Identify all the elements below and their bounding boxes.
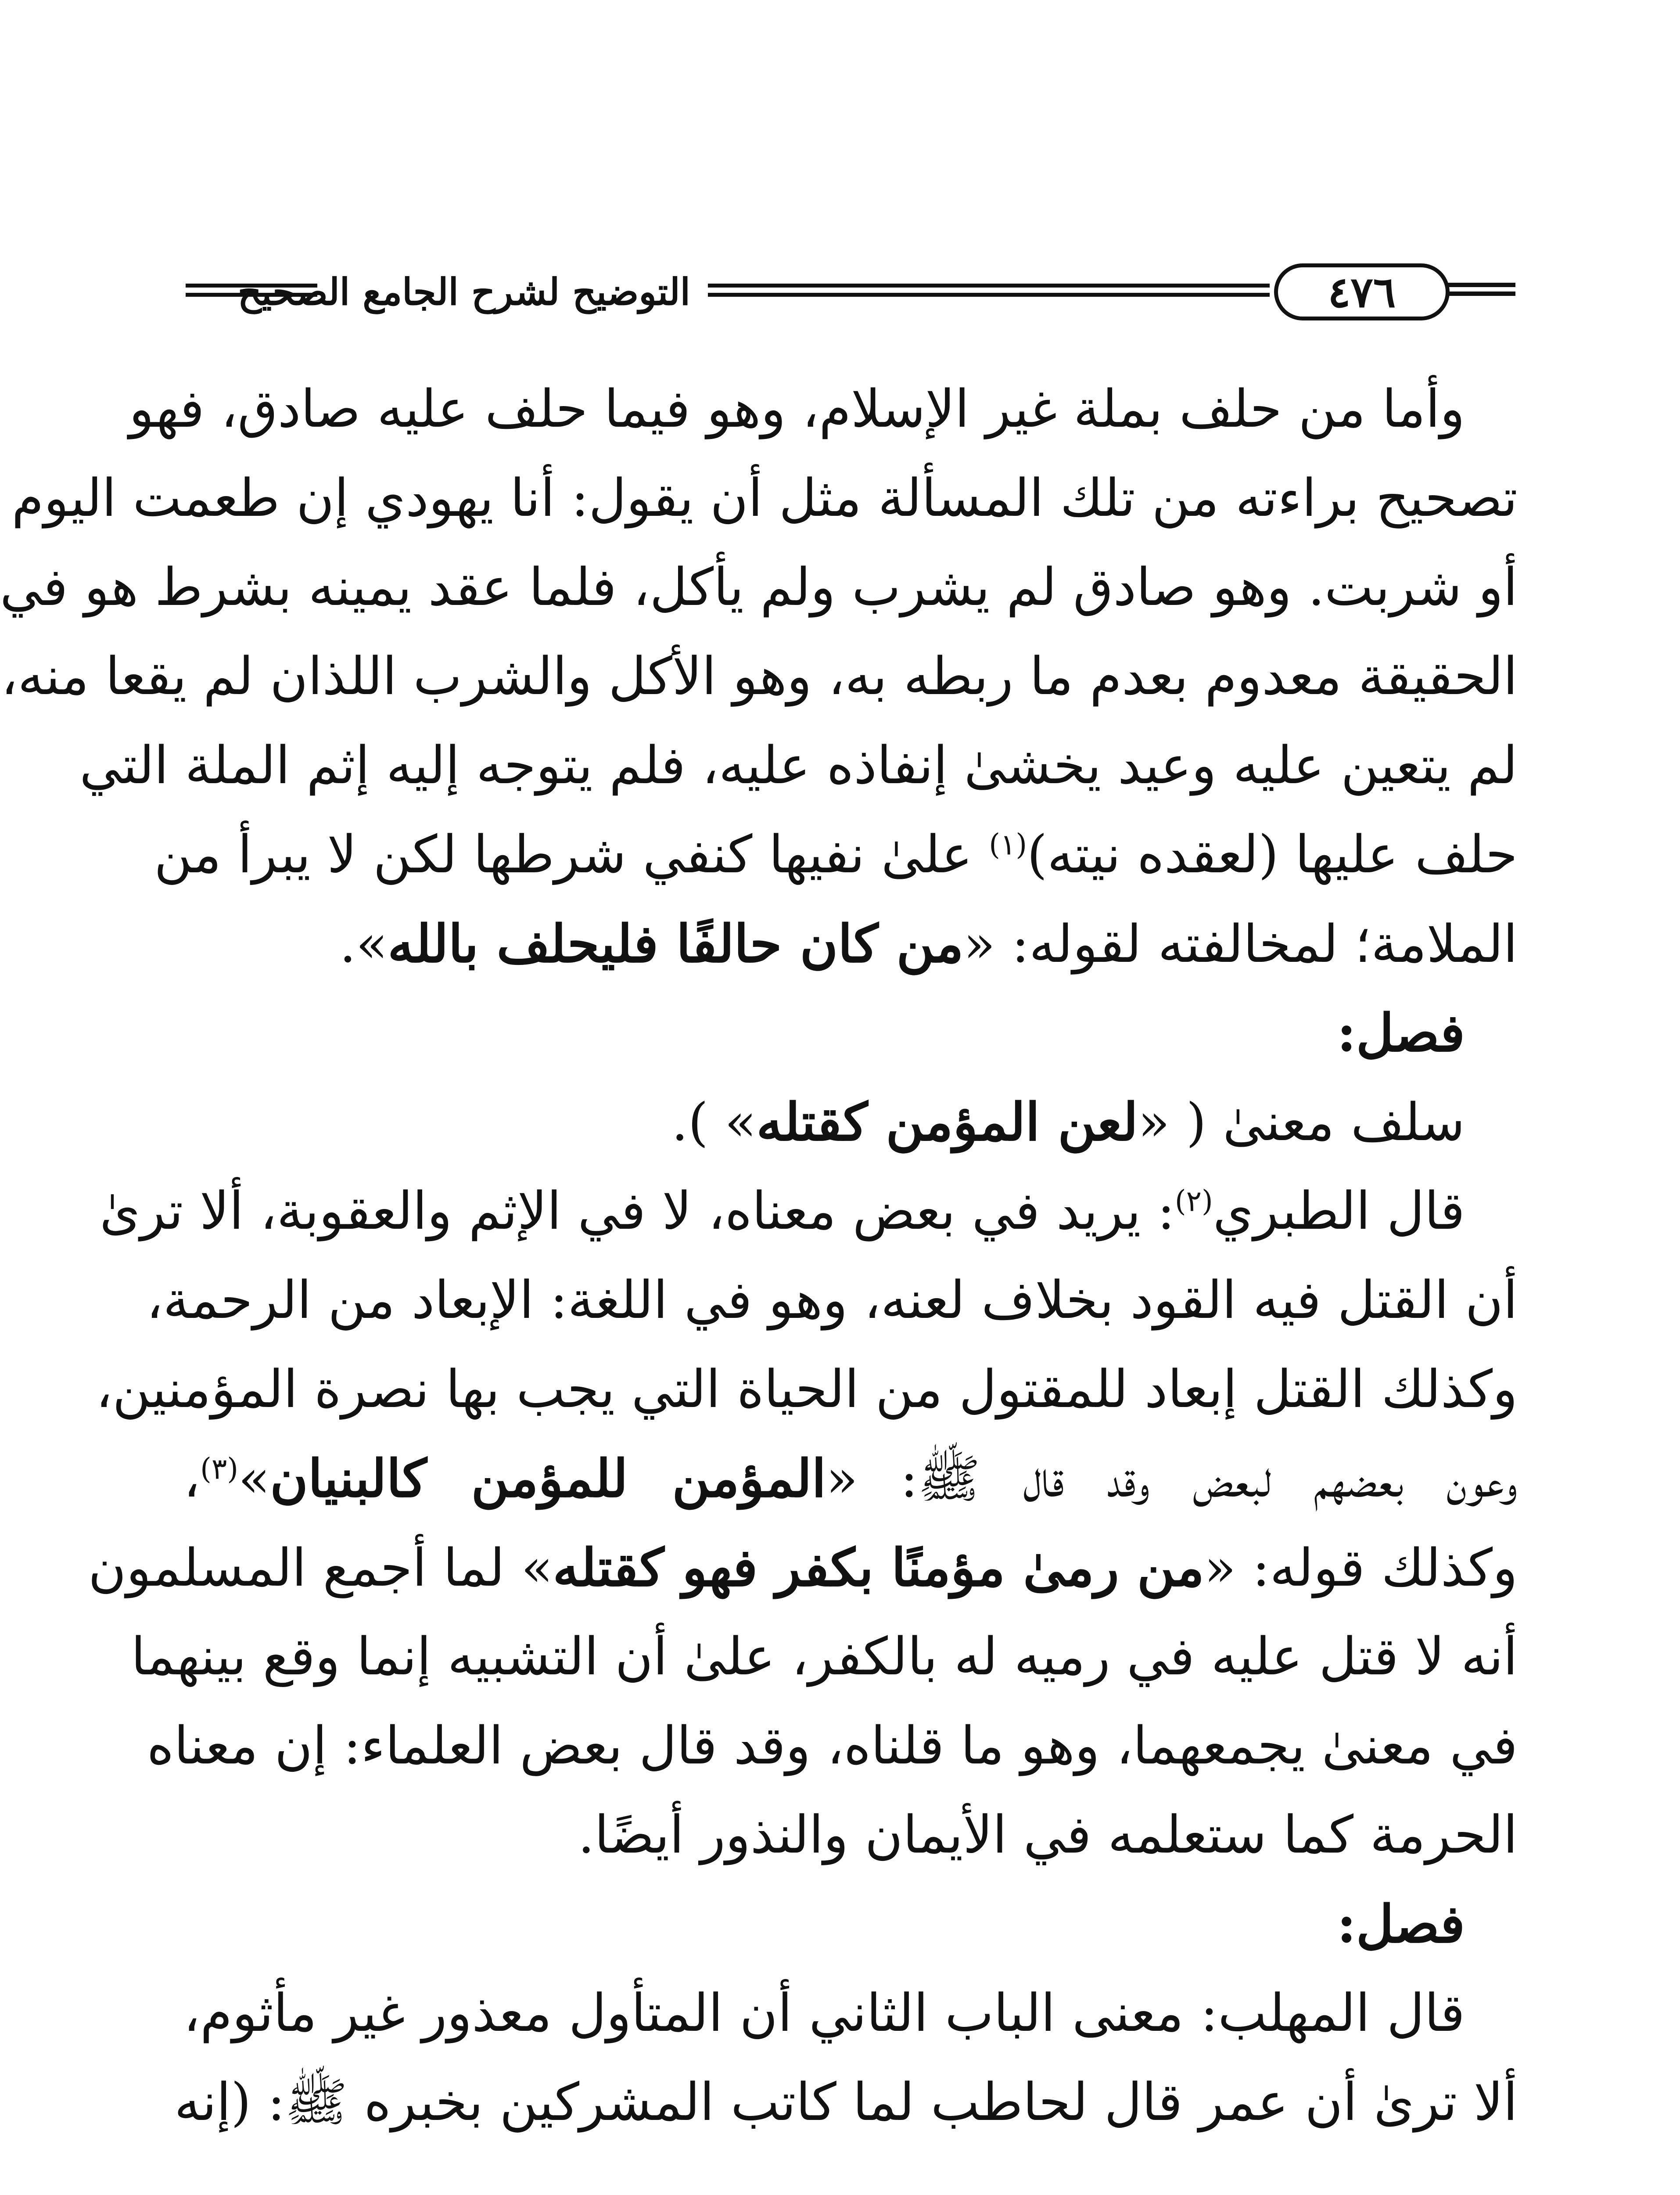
- footnote-ref: (١): [989, 828, 1027, 862]
- page-header: [186, 250, 1515, 334]
- hadith-quote: المؤمن للمؤمن كالبنيان: [270, 1448, 826, 1509]
- text-line: [183, 1434, 1518, 1523]
- text-line: الحرمة كما ستعلمه في الأيمان والنذور أيضًا.: [578, 1804, 1518, 1865]
- text-line: [88, 1523, 1518, 1612]
- header-ornament: [1441, 283, 1515, 296]
- text-line: [183, 1077, 1518, 1166]
- header-rule: [708, 284, 1270, 297]
- text-line: الحقيقة معدوم بعدم ما ربطه به، وهو الأكل والشرب اللذان لم يقعا منه،: [1, 646, 1518, 706]
- text-run: الملامة؛ لمخالفته لقوله: «: [963, 914, 1518, 974]
- running-title: التوضيح لشرح الجامع الصحيح: [237, 270, 690, 313]
- text-run: »: [238, 1448, 270, 1509]
- header-rule-end: [186, 284, 317, 297]
- text-line: أو شربت. وهو صادق لم يشرب ولم يأكل، فلما عقد يمينه بشرط هو في: [0, 557, 1518, 617]
- text-line: في معنىٰ يجمعهما، وهو ما قلناه، وقد قال بعض العلماء: إن معناه: [147, 1715, 1518, 1776]
- text-line: لم يتعين عليه وعيد يخشىٰ إنفاذه عليه، فلم يتوجه إليه إثم الملة التي: [79, 735, 1518, 795]
- section-heading: فصل:: [1337, 1893, 1465, 1954]
- text-line: قال المهلب: معنى الباب الثاني أن المتأول معذور غير مأثوم،: [183, 1983, 1465, 2043]
- text-line: أن القتل فيه القود بخلاف لعنه، وهو في اللغة: الإبعاد من الرحمة،: [146, 1270, 1518, 1330]
- text-run: » لما أجمع المسلمون: [88, 1537, 553, 1598]
- text-line: وكذلك القتل إبعاد للمقتول من الحياة التي يجب بها نصرة المؤمنين،: [96, 1359, 1518, 1419]
- text-line: أنه لا قتل عليه في رميه له بالكفر، علىٰ أن التشبيه إنما وقع بينهما: [131, 1626, 1518, 1687]
- text-line: [183, 899, 1518, 988]
- hadith-quote: من كان حالفًا فليحلف بالله: [388, 913, 964, 974]
- text-run: سلف معنىٰ ( «: [1138, 1092, 1465, 1152]
- text-run: حلف عليها (لعقده نيته): [1027, 824, 1518, 885]
- hadith-quote: من رمىٰ مؤمنًا بكفر فهو كقتله: [553, 1537, 1204, 1598]
- text-run: : يريد في بعض معناه، لا في الإثم والعقوبة، ألا ترىٰ: [100, 1180, 1175, 1241]
- text-run: وكذلك قوله: «: [1204, 1537, 1518, 1598]
- text-run: ».: [339, 914, 388, 974]
- main-text: [0, 364, 1518, 2147]
- text-run: وعون بعضهم لبعض وقد قال ﷺ: «: [826, 1448, 1518, 1509]
- text-run: علىٰ نفيها كنفي شرطها لكن لا يبرأ من: [154, 824, 989, 885]
- text-line: وأما من حلف بملة غير الإسلام، وهو فيما حلف عليه صادق، فهو: [129, 378, 1465, 439]
- section-heading: فصل:: [1337, 1002, 1465, 1063]
- text-line: [154, 810, 1518, 899]
- text-line: تصحيح براءته من تلك المسألة مثل أن يقول: أنا يهودي إن طعمت اليوم: [11, 468, 1518, 528]
- text-run: ،: [183, 1448, 201, 1509]
- text-run: » ).: [671, 1092, 757, 1152]
- page-number: ٤٧٦: [1274, 263, 1450, 320]
- text-run: قال الطبري: [1213, 1180, 1465, 1241]
- footnote-ref: (٢): [1174, 1184, 1213, 1218]
- hadith-quote: لعن المؤمن كقتله: [756, 1091, 1138, 1152]
- footnote-ref: (٣): [200, 1452, 239, 1486]
- text-line: [100, 1166, 1518, 1256]
- text-line: ألا ترىٰ أن عمر قال لحاطب لما كاتب المشركين بخبره ﷺ: (إنه: [174, 2072, 1518, 2132]
